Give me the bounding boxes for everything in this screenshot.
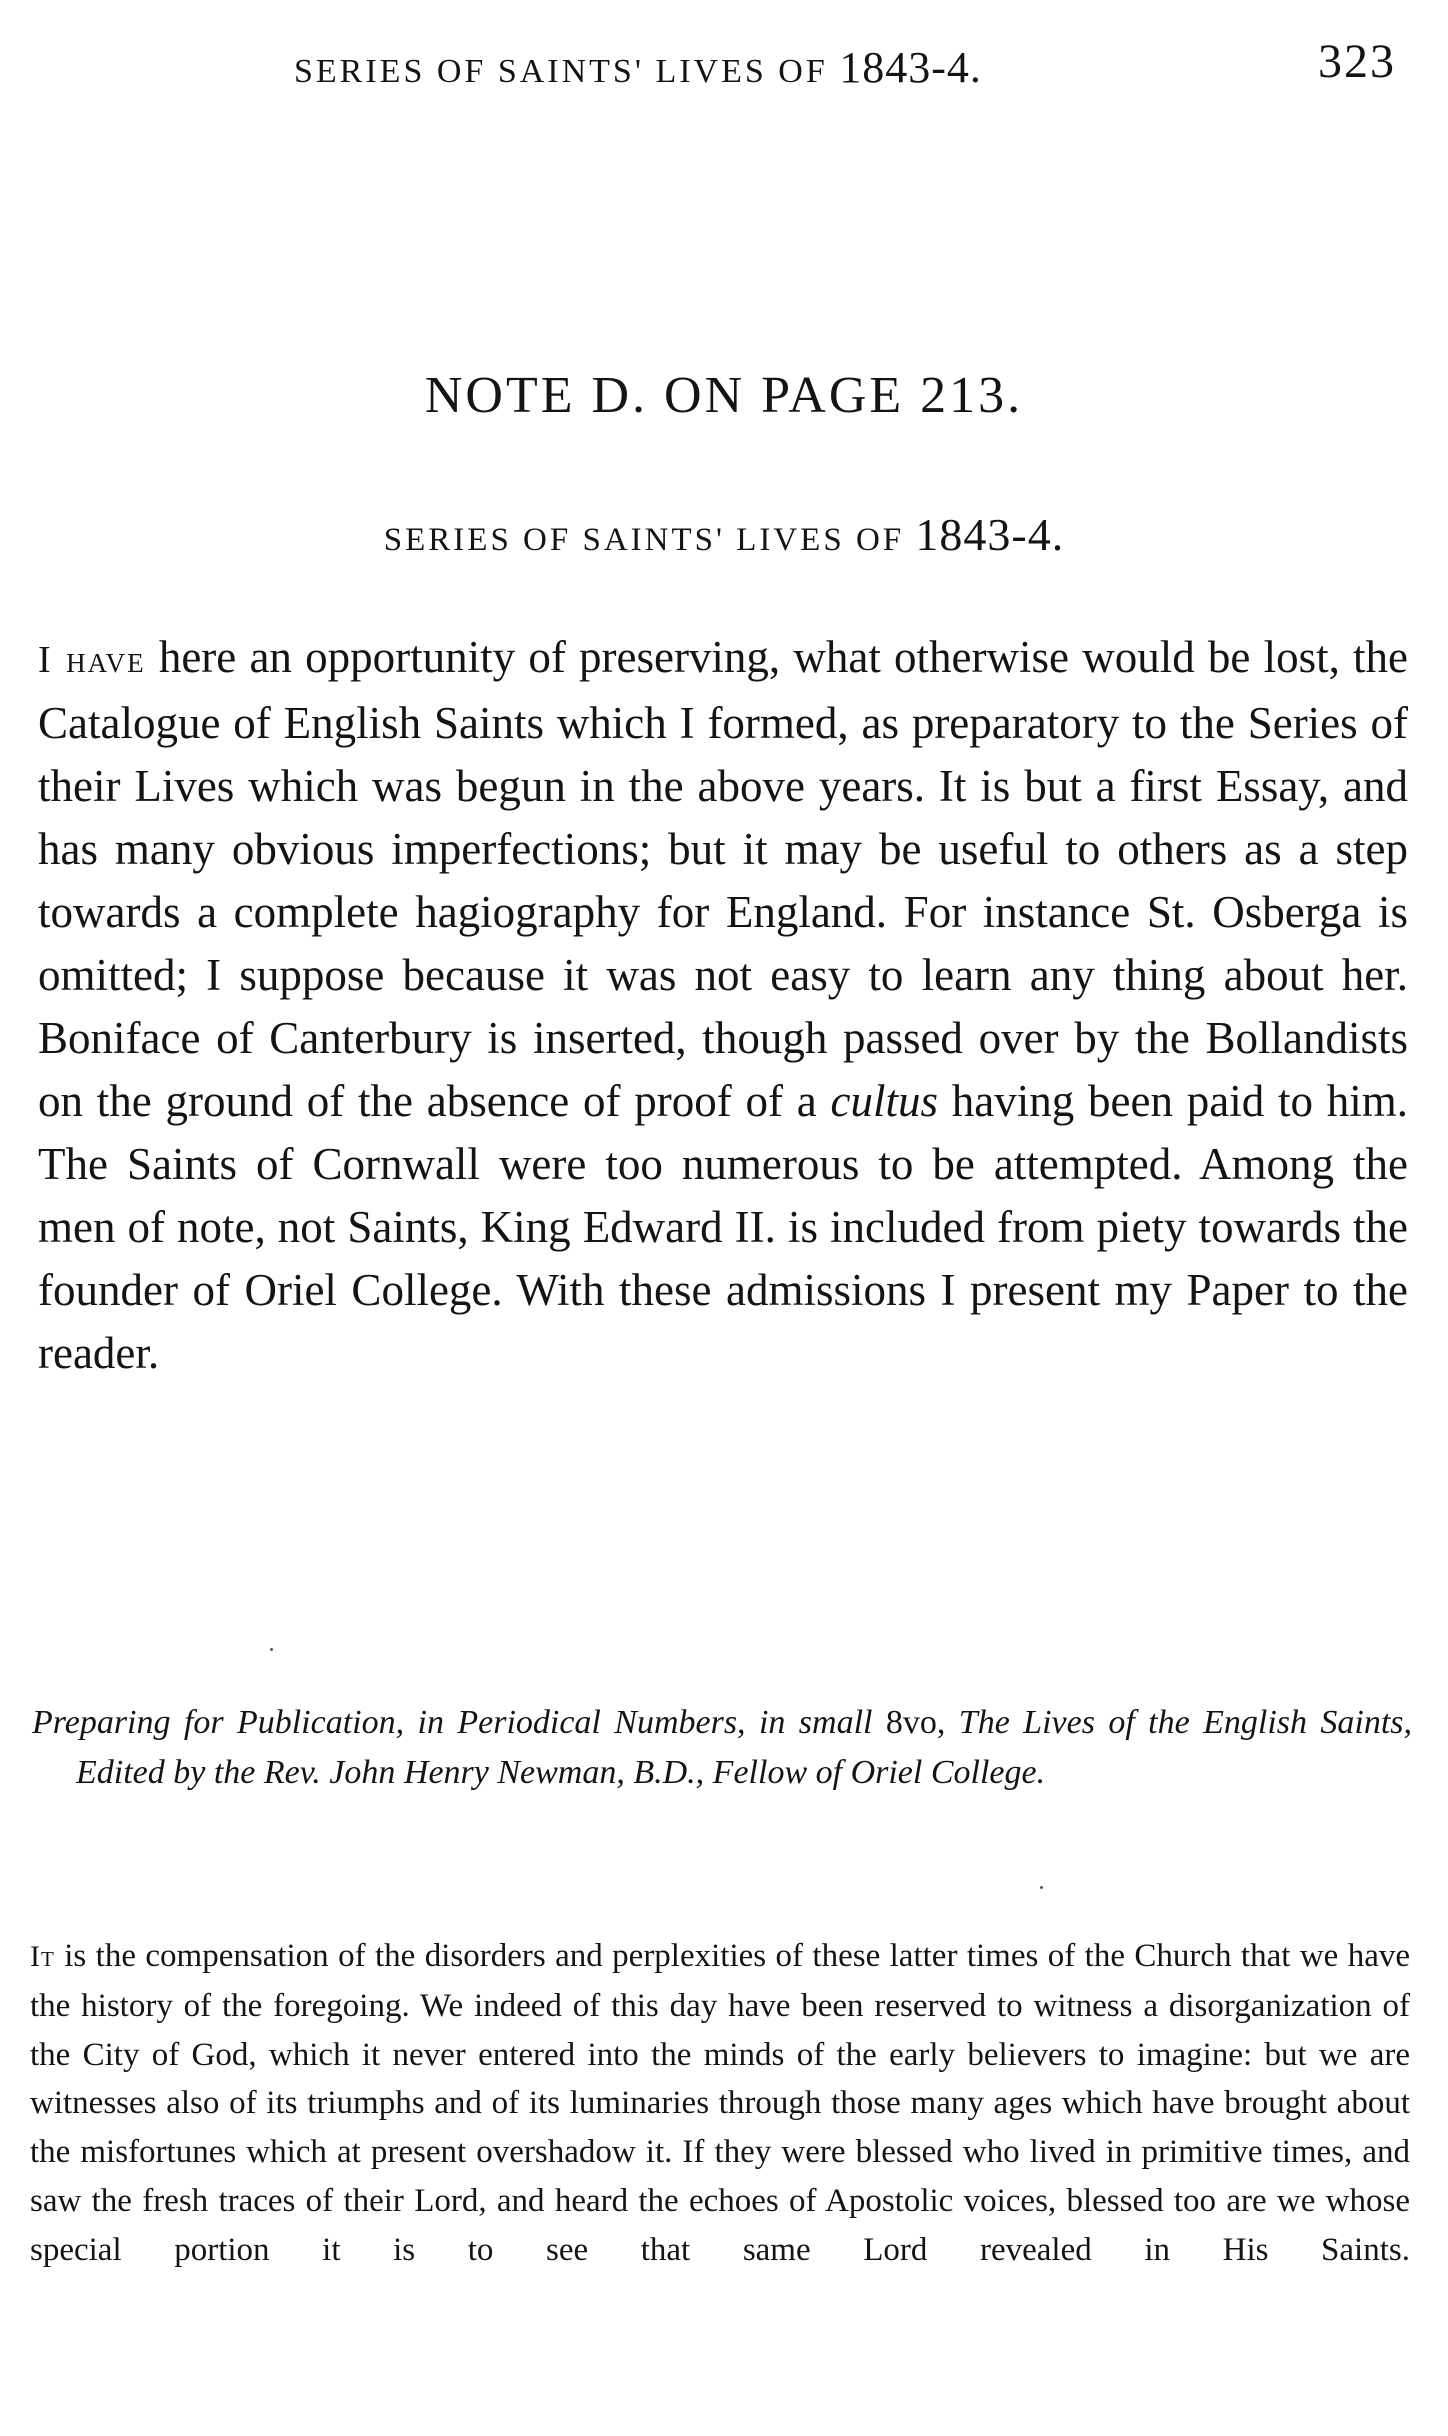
note-subheading xyxy=(0,508,1448,561)
main-paragraph-lead: I have xyxy=(38,639,146,681)
print-speck xyxy=(1040,1886,1043,1889)
running-title xyxy=(294,42,982,93)
note-heading: NOTE D. ON PAGE 213. xyxy=(424,367,1024,424)
main-paragraph-text-2: having been paid to him. The Saints of Cornwall were too numerous to be attempted. Among the men of note, not Saints, King Edward II. is included from piety towards the founder of Oriel College. With these admissions I present my Paper to the reader. xyxy=(38,1076,1409,1378)
note-subheading-text: SERIES OF SAINTS' LIVES OF xyxy=(383,522,905,558)
preface-paragraph xyxy=(30,1932,1410,2275)
main-paragraph-text-1: here an opportunity of preserving, what otherwise would be lost, the Catalogue of English Saints which I formed, as preparatory to the Series of their Lives which was begun in the above years. It is but a first Essay, and has many obvious imperfections; but it may be useful to others as a step towards a complete hagiography for England. For instance St. Osberga is omitted; I suppose because it was not easy to learn any thing about her. Boniface of Canterbury is inserted, though passed over by the Bollandists on the ground of the absence of proof of a xyxy=(38,632,1409,1126)
announcement-text-1: Preparing for Publication, in Periodical Numbers, in small xyxy=(32,1704,873,1741)
announcement xyxy=(32,1698,1412,1798)
running-title-year: 1843-4. xyxy=(839,43,982,92)
main-paragraph-italic-word: cultus xyxy=(830,1076,938,1126)
announcement-format: 8vo, xyxy=(885,1704,946,1741)
note-subheading-year: 1843-4. xyxy=(915,509,1065,560)
print-speck xyxy=(270,1648,273,1651)
running-head xyxy=(0,34,1448,94)
preface-lead: It xyxy=(30,1940,55,1973)
page-number: 323 xyxy=(1318,35,1396,88)
main-paragraph xyxy=(38,626,1408,1385)
preface-text: is the compensation of the disorders and perplexities of these latter times of the Church that we have the history of the foregoing. We indeed of this day have been reserved to witness a disorganization of the City of God, which it never entered into the minds of the early believers to imagine: but we are witnesses also of its triumphs and of its luminaries through those many ages which have brought about the misfortunes which at present overshadow it. If they were blessed who lived in primitive times, and saw the fresh traces of their Lord, and heard the echoes of Apostolic voices, blessed too are we whose special portion it is to see that same Lord revealed in His Saints. xyxy=(30,1938,1411,2268)
running-title-text: SERIES OF SAINTS' LIVES OF xyxy=(294,53,828,90)
announcement-text-2: The Lives of the English Saints, Edited by the Rev. John Henry Newman, B.D., Fellow of Oriel College. xyxy=(76,1704,1413,1791)
